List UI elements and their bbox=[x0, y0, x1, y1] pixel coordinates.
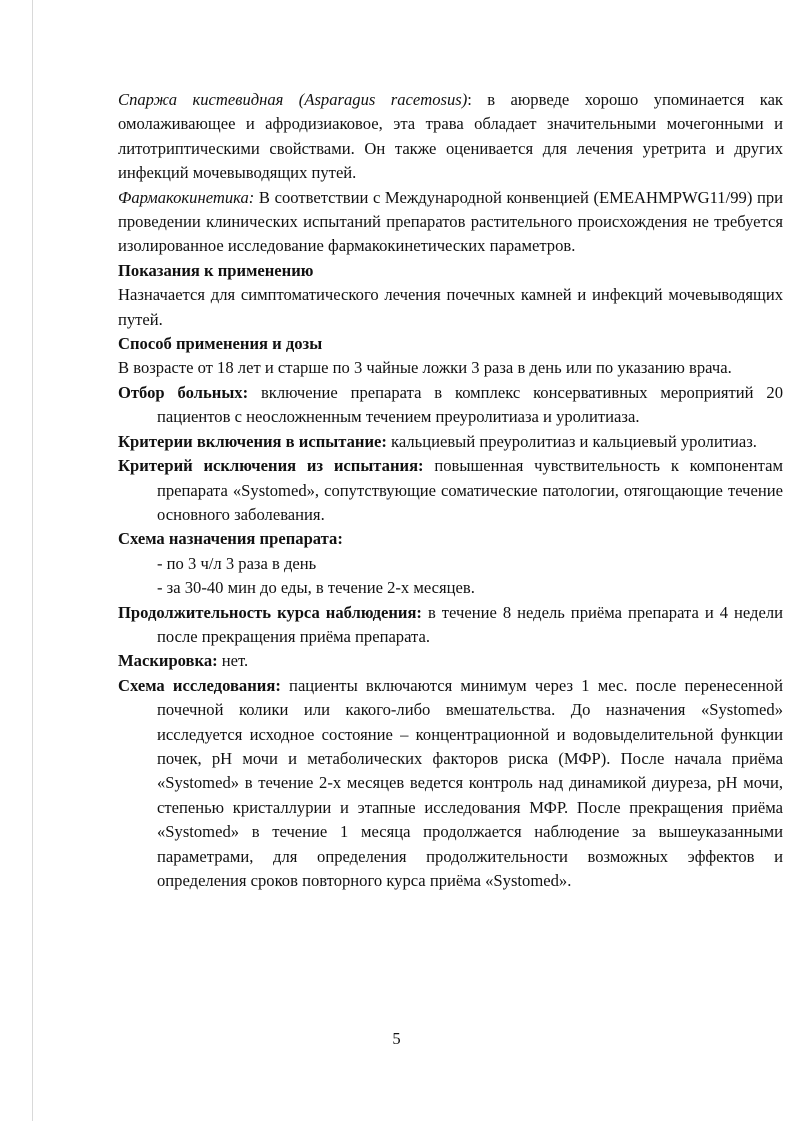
selection-label: Отбор больных: bbox=[118, 382, 249, 402]
intro-paragraph bbox=[118, 88, 783, 186]
study-paragraph bbox=[118, 674, 783, 894]
pharmacokinetics-text: В соответствии с Международной конвенцией (EMEAHMPWG11/99) при проведении клинических испытаний препаратов растительного происхождения не требуется изолированное исследование фармакокинетических параметров. bbox=[118, 187, 783, 256]
exclusion-label: Критерий исключения из испытания: bbox=[118, 456, 424, 476]
scheme-item: - за 30-40 мин до еды, в течение 2-х месяцев. bbox=[157, 578, 475, 598]
dosage-text: В возрасте от 18 лет и старше по 3 чайные ложки 3 раза в день или по указанию врача. bbox=[118, 358, 732, 378]
study-label: Схема исследования: bbox=[118, 675, 281, 695]
inclusion-text: кальциевый преуролитиаз и кальциевый уролитиаз. bbox=[386, 431, 757, 451]
pharmacokinetics-paragraph bbox=[118, 186, 783, 259]
intro-text: : в аюрведе хорошо упоминается как омолаживающее и афродизиаковое, эта трава обладает значительными мочегонными и литотриптическими свойствами. Он также оценивается для лечения уретрита и других инфекций мочевыводящих путей. bbox=[118, 90, 783, 183]
exclusion-text: повышенная чувствительность к компонентам препарата «Systomed», сопутствующие соматические патологии, отягощающие течение основного заболевания. bbox=[157, 456, 783, 524]
inclusion-paragraph bbox=[118, 430, 783, 454]
exclusion-paragraph bbox=[118, 454, 783, 527]
indications-text: Назначается для симптоматического лечения почечных камней и инфекций мочевыводящих путей. bbox=[118, 285, 783, 329]
study-text: пациенты включаются минимум через 1 мес. после перенесенной почечной колики или какого-либо вмешательства. До назначения «Systomed» исследуется исходное состояние – концентрационной и водовыделительной функции почек, pH мочи и метаболических факторов риска (МФР). После начала приёма «Systomed» в течение 2-х месяцев ведется контроль над динамикой диуреза, pH мочи, степенью кристаллурии и этапные исследования МФР. После прекращения приёма «Systomed» в течение 1 месяца продолжается наблюдение за вышеуказанными параметрами, для определения продолжительности возможных эффектов и определения сроков повторного курса приёма «Systomed». bbox=[157, 675, 783, 890]
indications-heading: Показания к применению bbox=[118, 260, 314, 280]
scheme-heading: Схема назначения препарата: bbox=[118, 529, 343, 549]
selection-paragraph bbox=[118, 381, 783, 430]
masking-paragraph bbox=[118, 649, 783, 673]
inclusion-label: Критерии включения в испытание: bbox=[118, 431, 387, 451]
intro-term: Спаржа кистевидная (Asparagus racemosus) bbox=[118, 90, 468, 109]
masking-label: Маскировка: bbox=[118, 651, 218, 671]
pharmacokinetics-label: Фармакокинетика: bbox=[118, 187, 255, 207]
duration-paragraph bbox=[118, 601, 783, 650]
selection-text: включение препарата в комплекс консервативных мероприятий 20 пациентов с неосложненным течением преуролитиаза и уролитиаза. bbox=[157, 382, 784, 427]
masking-text: нет. bbox=[217, 651, 249, 671]
dosage-heading: Способ применения и дозы bbox=[118, 334, 323, 354]
page-number: 5 bbox=[392, 1029, 401, 1048]
duration-label: Продолжительность курса наблюдения: bbox=[118, 602, 422, 622]
duration-text: в течение 8 недель приёма препарата и 4 недели после прекращения приёма препарата. bbox=[157, 602, 783, 646]
scan-edge-line bbox=[32, 0, 33, 1121]
document-body bbox=[118, 88, 783, 893]
scheme-item: - по 3 ч/л 3 раза в день bbox=[157, 553, 317, 573]
